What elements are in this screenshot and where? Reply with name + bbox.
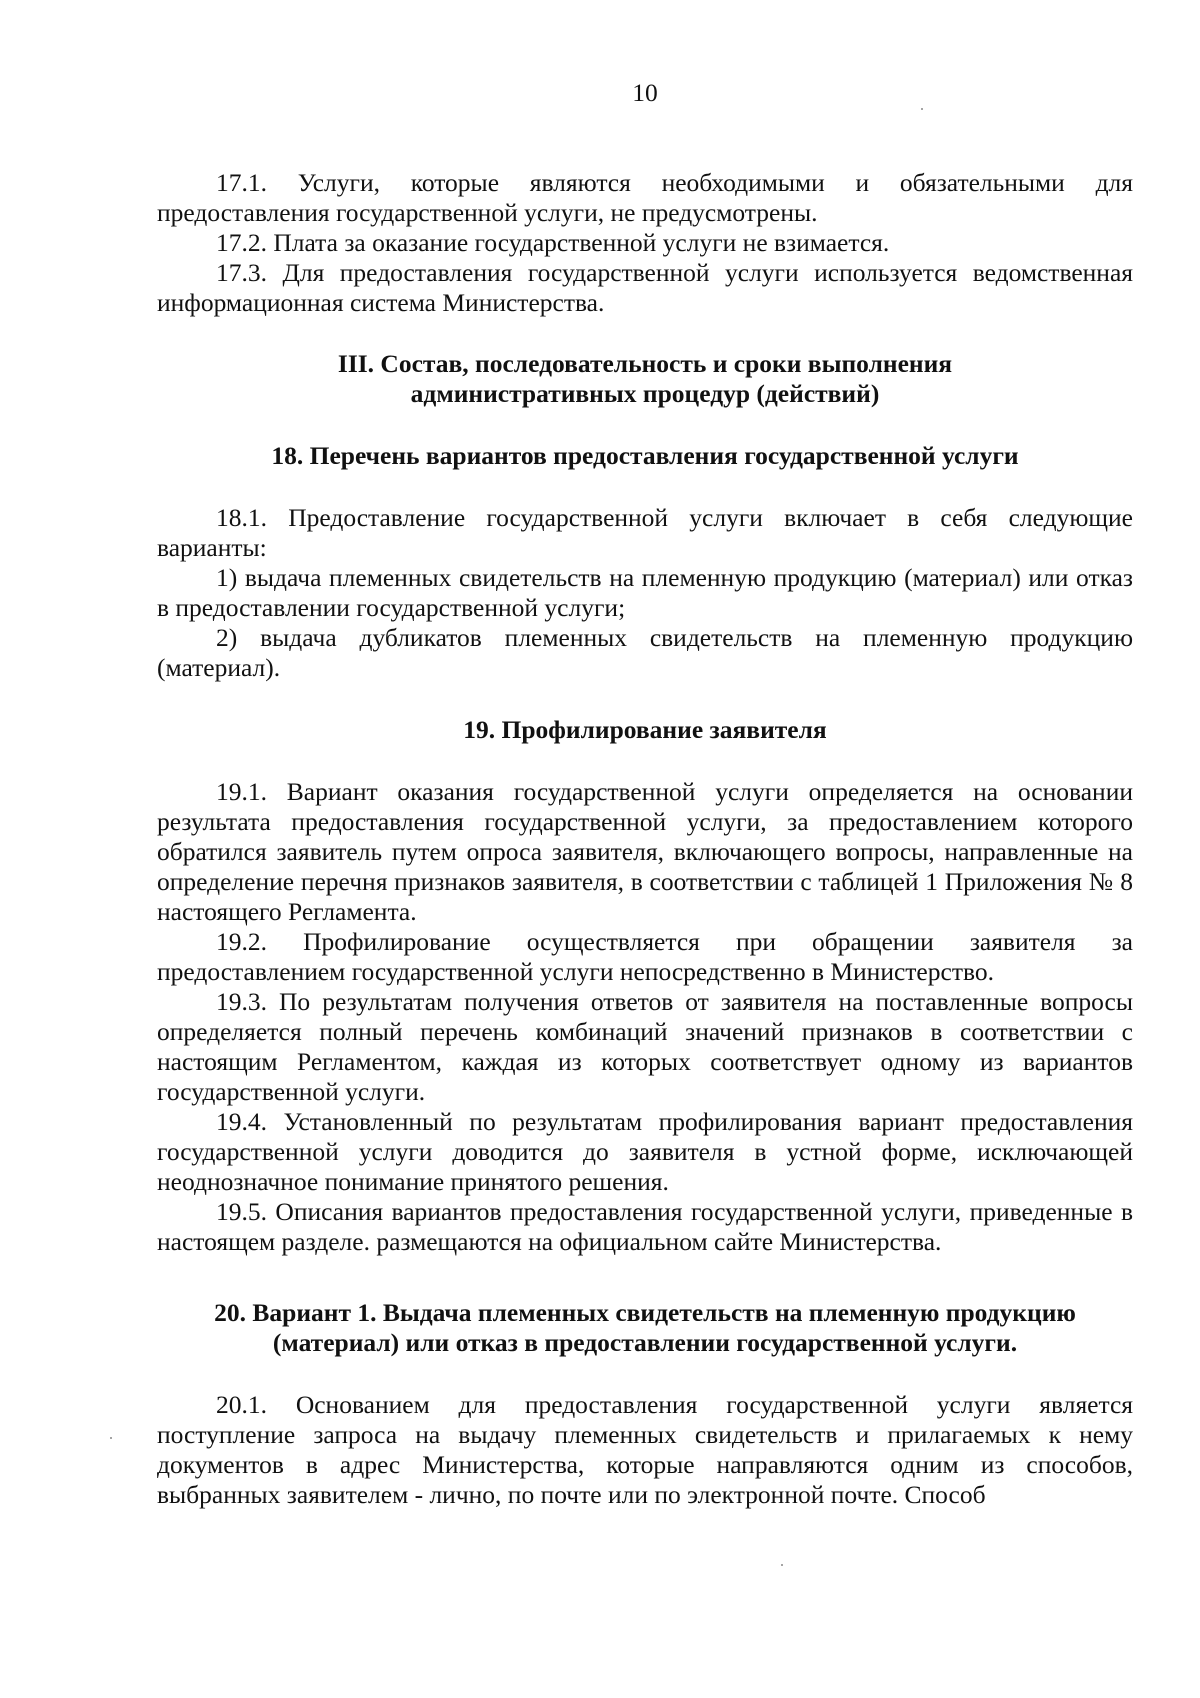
document-page (157, 78, 1133, 1510)
scan-speck (921, 108, 923, 110)
section-20-heading (157, 1298, 1133, 1358)
section-20-heading-line-2: (материал) или отказ в предоставлении государственной услуги. (272, 1328, 1018, 1357)
paragraph-19-5: 19.5. Описания вариантов предоставления государственной услуги, приведенные в настоящем разделе. размещаются на официальном сайте Министерства. (157, 1197, 1133, 1256)
paragraph-19-2: 19.2. Профилирование осуществляется при обращении заявителя за предоставлением государственной услуги непосредственно в Министерство. (157, 927, 1133, 986)
section-3-heading-line-1: III. Состав, последовательность и сроки выполнения (337, 349, 953, 378)
paragraph-20-1: 20.1. Основанием для предоставления государственной услуги является поступление запроса на выдачу племенных свидетельств и прилагаемых к нему документов в адрес Министерства, которые направляются одним из способов, выбранных заявителем - лично, по почте или по электронной почте. Способ (157, 1390, 1133, 1509)
block-17 (157, 168, 1133, 318)
section-20-heading-line-1: 20. Вариант 1. Выдача племенных свидетельств на племенную продукцию (214, 1298, 1076, 1327)
section-19-body (157, 777, 1133, 1257)
scan-speck (781, 1564, 783, 1566)
paragraph-19-4: 19.4. Установленный по результатам профилирования вариант предоставления государственной услуги доводится до заявителя в устной форме, исключающей неоднозначное понимание принятого решения. (157, 1107, 1133, 1196)
section-19-heading: 19. Профилирование заявителя (463, 715, 827, 744)
scan-speck (110, 1437, 112, 1439)
page-number: 10 (632, 78, 658, 107)
list-item-1: 1) выдача племенных свидетельств на племенную продукцию (материал) или отказ в предоставлении государственной услуги; (157, 563, 1133, 622)
section-18-heading: 18. Перечень вариантов предоставления государственной услуги (271, 441, 1019, 470)
section-3-heading-line-2: административных процедур (действий) (410, 379, 880, 408)
paragraph-17-1: 17.1. Услуги, которые являются необходимыми и обязательными для предоставления государственной услуги, не предусмотрены. (157, 168, 1133, 227)
paragraph-19-1: 19.1. Вариант оказания государственной услуги определяется на основании результата предоставления государственной услуги, за предоставлением которого обратился заявитель путем опроса заявителя, включающего вопросы, направленные на определение перечня признаков заявителя, в соответствии с таблицей 1 Приложения № 8 настоящего Регламента. (157, 777, 1133, 926)
paragraph-19-3: 19.3. По результатам получения ответов от заявителя на поставленные вопросы определяется полный перечень комбинаций значений признаков в соответствии с настоящим Регламентом, каждая из которых соответствует одному из вариантов государственной услуги. (157, 987, 1133, 1106)
paragraph-17-2: 17.2. Плата за оказание государственной услуги не взимается. (216, 228, 890, 257)
section-20-body (157, 1390, 1133, 1510)
paragraph-18-1: 18.1. Предоставление государственной услуги включает в себя следующие варианты: (157, 503, 1133, 562)
section-3-heading (157, 349, 1133, 409)
paragraph-17-3: 17.3. Для предоставления государственной услуги используется ведомственная информационная система Министерства. (157, 258, 1133, 317)
section-18-body (157, 503, 1133, 683)
list-item-2: 2) выдача дубликатов племенных свидетельств на племенную продукцию (материал). (157, 623, 1133, 682)
